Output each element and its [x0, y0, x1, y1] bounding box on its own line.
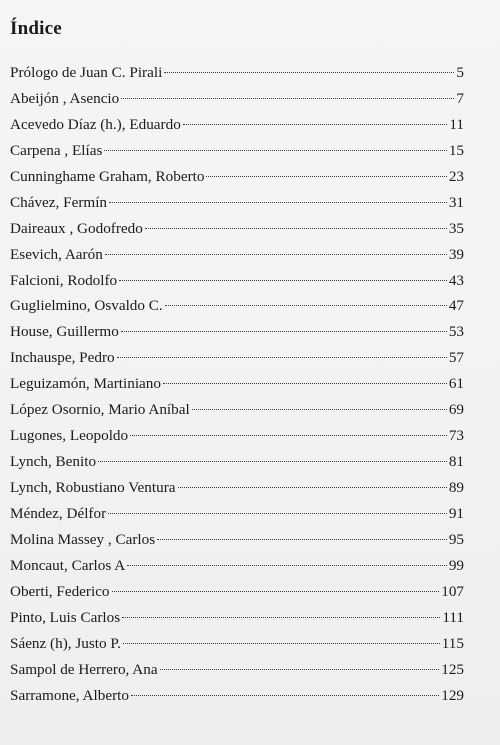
toc-entry: [10, 657, 464, 683]
toc-entry-name: Guglielmino, Osvaldo C.: [10, 297, 163, 315]
toc-entry-name: Molina Massey , Carlos: [10, 530, 156, 548]
toc-entry-page: 39: [448, 245, 464, 263]
toc-entry-page: 31: [448, 193, 464, 211]
dot-leader: [109, 202, 447, 203]
toc-entry-page: 95: [448, 530, 464, 548]
dot-leader: [192, 409, 447, 410]
dot-leader: [145, 228, 447, 229]
toc-entry-name: Chávez, Fermín: [10, 193, 108, 211]
dot-leader: [127, 565, 447, 566]
toc-entry-page: 107: [441, 582, 464, 600]
toc-entry: [10, 397, 464, 423]
toc-entry: [10, 527, 464, 553]
toc-entry-page: 81: [448, 453, 464, 471]
toc-entry: [10, 112, 464, 138]
dot-leader: [165, 305, 447, 306]
toc-entry: [10, 138, 464, 164]
toc-entry: [10, 268, 464, 294]
toc-entry-name: Inchauspe, Pedro: [10, 349, 115, 367]
dot-leader: [105, 254, 447, 255]
toc-entry: [10, 449, 464, 475]
toc-entry-name: Pinto, Luis Carlos: [10, 608, 121, 626]
toc-entry-page: 11: [449, 115, 464, 133]
toc-entry-name: Sampol de Herrero, Ana: [10, 660, 158, 678]
dot-leader: [160, 669, 440, 670]
toc-entry-page: 129: [441, 686, 464, 704]
toc-entry: [10, 423, 464, 449]
dot-leader: [121, 98, 454, 99]
dot-leader: [121, 331, 447, 332]
toc-entry-page: 99: [448, 556, 464, 574]
toc-entry-name: Sáenz (h), Justo P.: [10, 634, 121, 652]
dot-leader: [183, 124, 448, 125]
toc-entry-page: 7: [456, 89, 464, 107]
dot-leader: [157, 539, 447, 540]
toc-entry: [10, 60, 464, 86]
dot-leader: [112, 591, 440, 592]
toc-entry-page: 73: [448, 427, 464, 445]
dot-leader: [98, 461, 447, 462]
toc-entry-page: 57: [448, 349, 464, 367]
toc-entry: [10, 501, 464, 527]
toc-entry-page: 53: [448, 323, 464, 341]
toc-entry: [10, 164, 464, 190]
toc-entry-page: 47: [448, 297, 464, 315]
toc-entry-page: 23: [448, 167, 464, 185]
toc-entry: [10, 683, 464, 709]
toc-entry-name: Sarramone, Alberto: [10, 686, 129, 704]
index-title: Índice: [10, 18, 62, 39]
toc-entry-name: Oberti, Federico: [10, 582, 110, 600]
toc-entry-page: 125: [441, 660, 464, 678]
toc-entry-name: Esevich, Aarón: [10, 245, 103, 263]
toc-entry-page: 69: [448, 401, 464, 419]
dot-leader: [119, 280, 447, 281]
toc-entry-name: Moncaut, Carlos A: [10, 556, 126, 574]
dot-leader: [131, 695, 439, 696]
toc-entry: [10, 553, 464, 579]
toc-entry-name: Lynch, Benito: [10, 453, 97, 471]
table-of-contents: [10, 60, 464, 708]
toc-entry-page: 91: [448, 504, 464, 522]
toc-entry-name: Méndez, Délfor: [10, 504, 107, 522]
toc-entry-page: 61: [448, 375, 464, 393]
dot-leader: [178, 487, 447, 488]
dot-leader: [130, 435, 447, 436]
dot-leader: [104, 150, 446, 151]
toc-entry-name: Lugones, Leopoldo: [10, 427, 129, 445]
toc-entry: [10, 293, 464, 319]
dot-leader: [122, 617, 440, 618]
toc-entry-page: 89: [448, 479, 464, 496]
dot-leader: [123, 643, 440, 644]
dot-leader: [206, 176, 446, 177]
dot-leader: [117, 357, 447, 358]
toc-entry-name: Acevedo Díaz (h.), Eduardo: [10, 115, 181, 133]
toc-entry-page: 15: [448, 141, 464, 159]
toc-entry: [10, 605, 464, 631]
toc-entry: [10, 86, 464, 112]
toc-entry: [10, 190, 464, 216]
toc-entry-name: Abeijón , Asencio: [10, 89, 120, 107]
toc-entry-name: López Osornio, Mario Aníbal: [10, 401, 190, 419]
toc-entry-page: 111: [442, 608, 464, 626]
toc-entry-name: Daireaux , Godofredo: [10, 219, 143, 237]
toc-entry: [10, 216, 464, 242]
dot-leader: [164, 72, 454, 73]
toc-entry: [10, 242, 464, 268]
dot-leader: [108, 513, 447, 514]
toc-entry-name: Leguizamón, Martiniano: [10, 375, 161, 393]
toc-entry: [10, 345, 464, 371]
toc-entry: [10, 579, 464, 605]
toc-entry-name: Carpena , Elías: [10, 141, 103, 159]
toc-entry: [10, 631, 464, 657]
toc-entry-page: 35: [448, 219, 464, 237]
toc-entry-name: Lynch, Robustiano Ventura: [10, 479, 176, 496]
toc-entry-page: 115: [441, 634, 464, 652]
toc-entry-name: Cunninghame Graham, Roberto: [10, 167, 205, 185]
toc-entry-name: Falcioni, Rodolfo: [10, 271, 118, 289]
toc-entry: [10, 475, 464, 501]
toc-entry-page: 43: [448, 271, 464, 289]
toc-entry-name: Prólogo de Juan C. Pirali: [10, 64, 163, 81]
dot-leader: [163, 383, 447, 384]
toc-entry: [10, 319, 464, 345]
toc-entry: [10, 371, 464, 397]
toc-entry-name: House, Guillermo: [10, 323, 119, 341]
toc-entry-page: 5: [456, 64, 464, 81]
